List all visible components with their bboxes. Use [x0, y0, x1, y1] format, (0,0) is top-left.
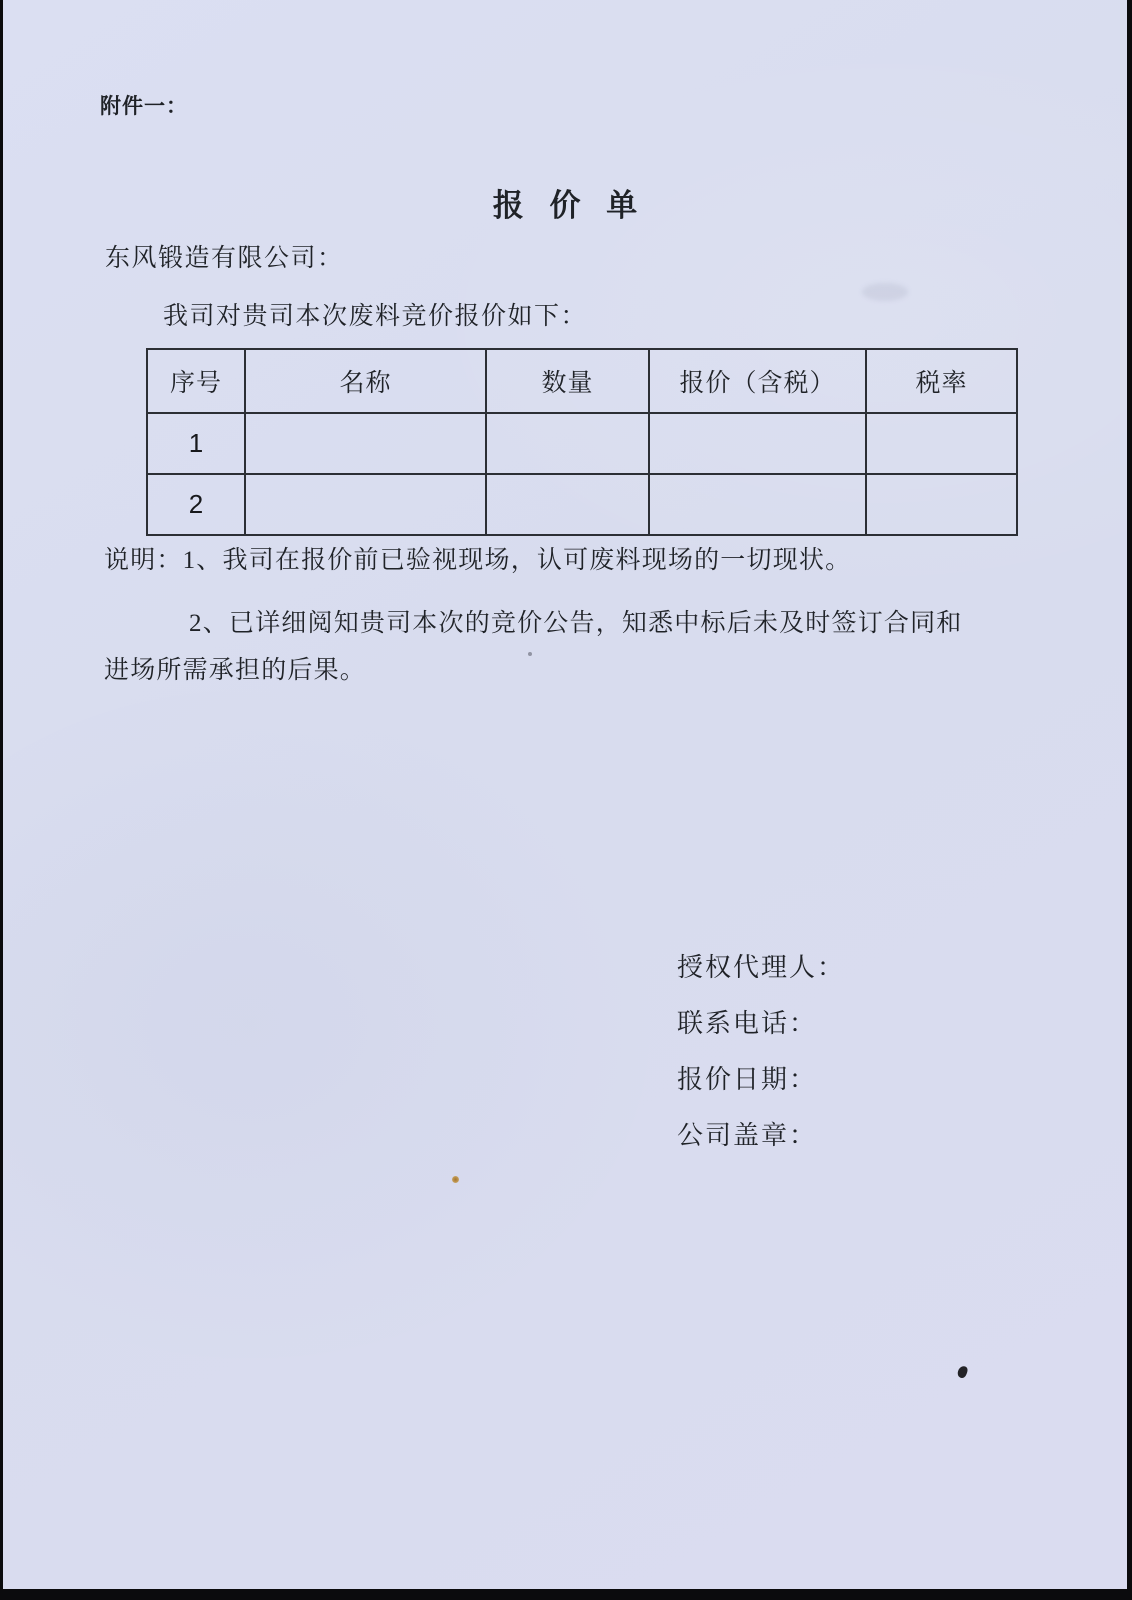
- company-seal-label: 公司盖章：: [677, 1121, 818, 1150]
- contact-phone-label: 联系电话：: [677, 1009, 818, 1038]
- row2-name-cell: [245, 474, 486, 535]
- table-row: [147, 413, 1017, 474]
- row2-serial-no: 2: [147, 474, 245, 535]
- note-line-3: 进场所需承担的后果。: [104, 657, 367, 684]
- scan-speck-dark: [956, 1365, 968, 1379]
- row1-price-cell: [649, 413, 866, 474]
- header-tax-rate: 税率: [866, 349, 1017, 413]
- header-serial-no: 序号: [147, 349, 245, 413]
- row1-quantity-cell: [486, 413, 649, 474]
- row2-quantity-cell: [486, 474, 649, 535]
- scan-edge-right: [1127, 0, 1132, 1600]
- row1-tax-rate-cell: [866, 413, 1017, 474]
- attachment-label: 附件一：: [100, 94, 188, 118]
- row1-name-cell: [245, 413, 486, 474]
- table-row: [147, 474, 1017, 535]
- signature-block: [677, 948, 845, 1172]
- page-title: 报 价 单: [492, 188, 640, 223]
- scan-speck-orange: [452, 1176, 459, 1183]
- header-quantity: 数量: [486, 349, 649, 413]
- table-header-row: [147, 349, 1017, 413]
- quotation-table: [146, 348, 1018, 536]
- scan-edge-bottom: [0, 1589, 1132, 1600]
- intro-line: 我司对贵司本次废料竞价报价如下：: [163, 303, 588, 330]
- authorized-agent-label: 授权代理人：: [677, 953, 846, 982]
- note-line-1: 说明：1、我司在报价前已验视现场，认可废料现场的一切现状。: [104, 547, 852, 574]
- row1-serial-no: 1: [147, 413, 245, 474]
- note-line-2: 2、已详细阅知贵司本次的竞价公告，知悉中标后未及时签订合同和: [189, 610, 963, 637]
- scan-smudge: [862, 283, 908, 301]
- row2-price-cell: [649, 474, 866, 535]
- quote-date-label: 报价日期：: [677, 1065, 818, 1094]
- header-name: 名称: [245, 349, 486, 413]
- header-price-incl-tax: 报价（含税）: [649, 349, 866, 413]
- row2-tax-rate-cell: [866, 474, 1017, 535]
- scan-speck-faint: [528, 652, 532, 656]
- addressee-company: 东风锻造有限公司：: [105, 245, 344, 272]
- scan-edge-left: [0, 0, 3, 1600]
